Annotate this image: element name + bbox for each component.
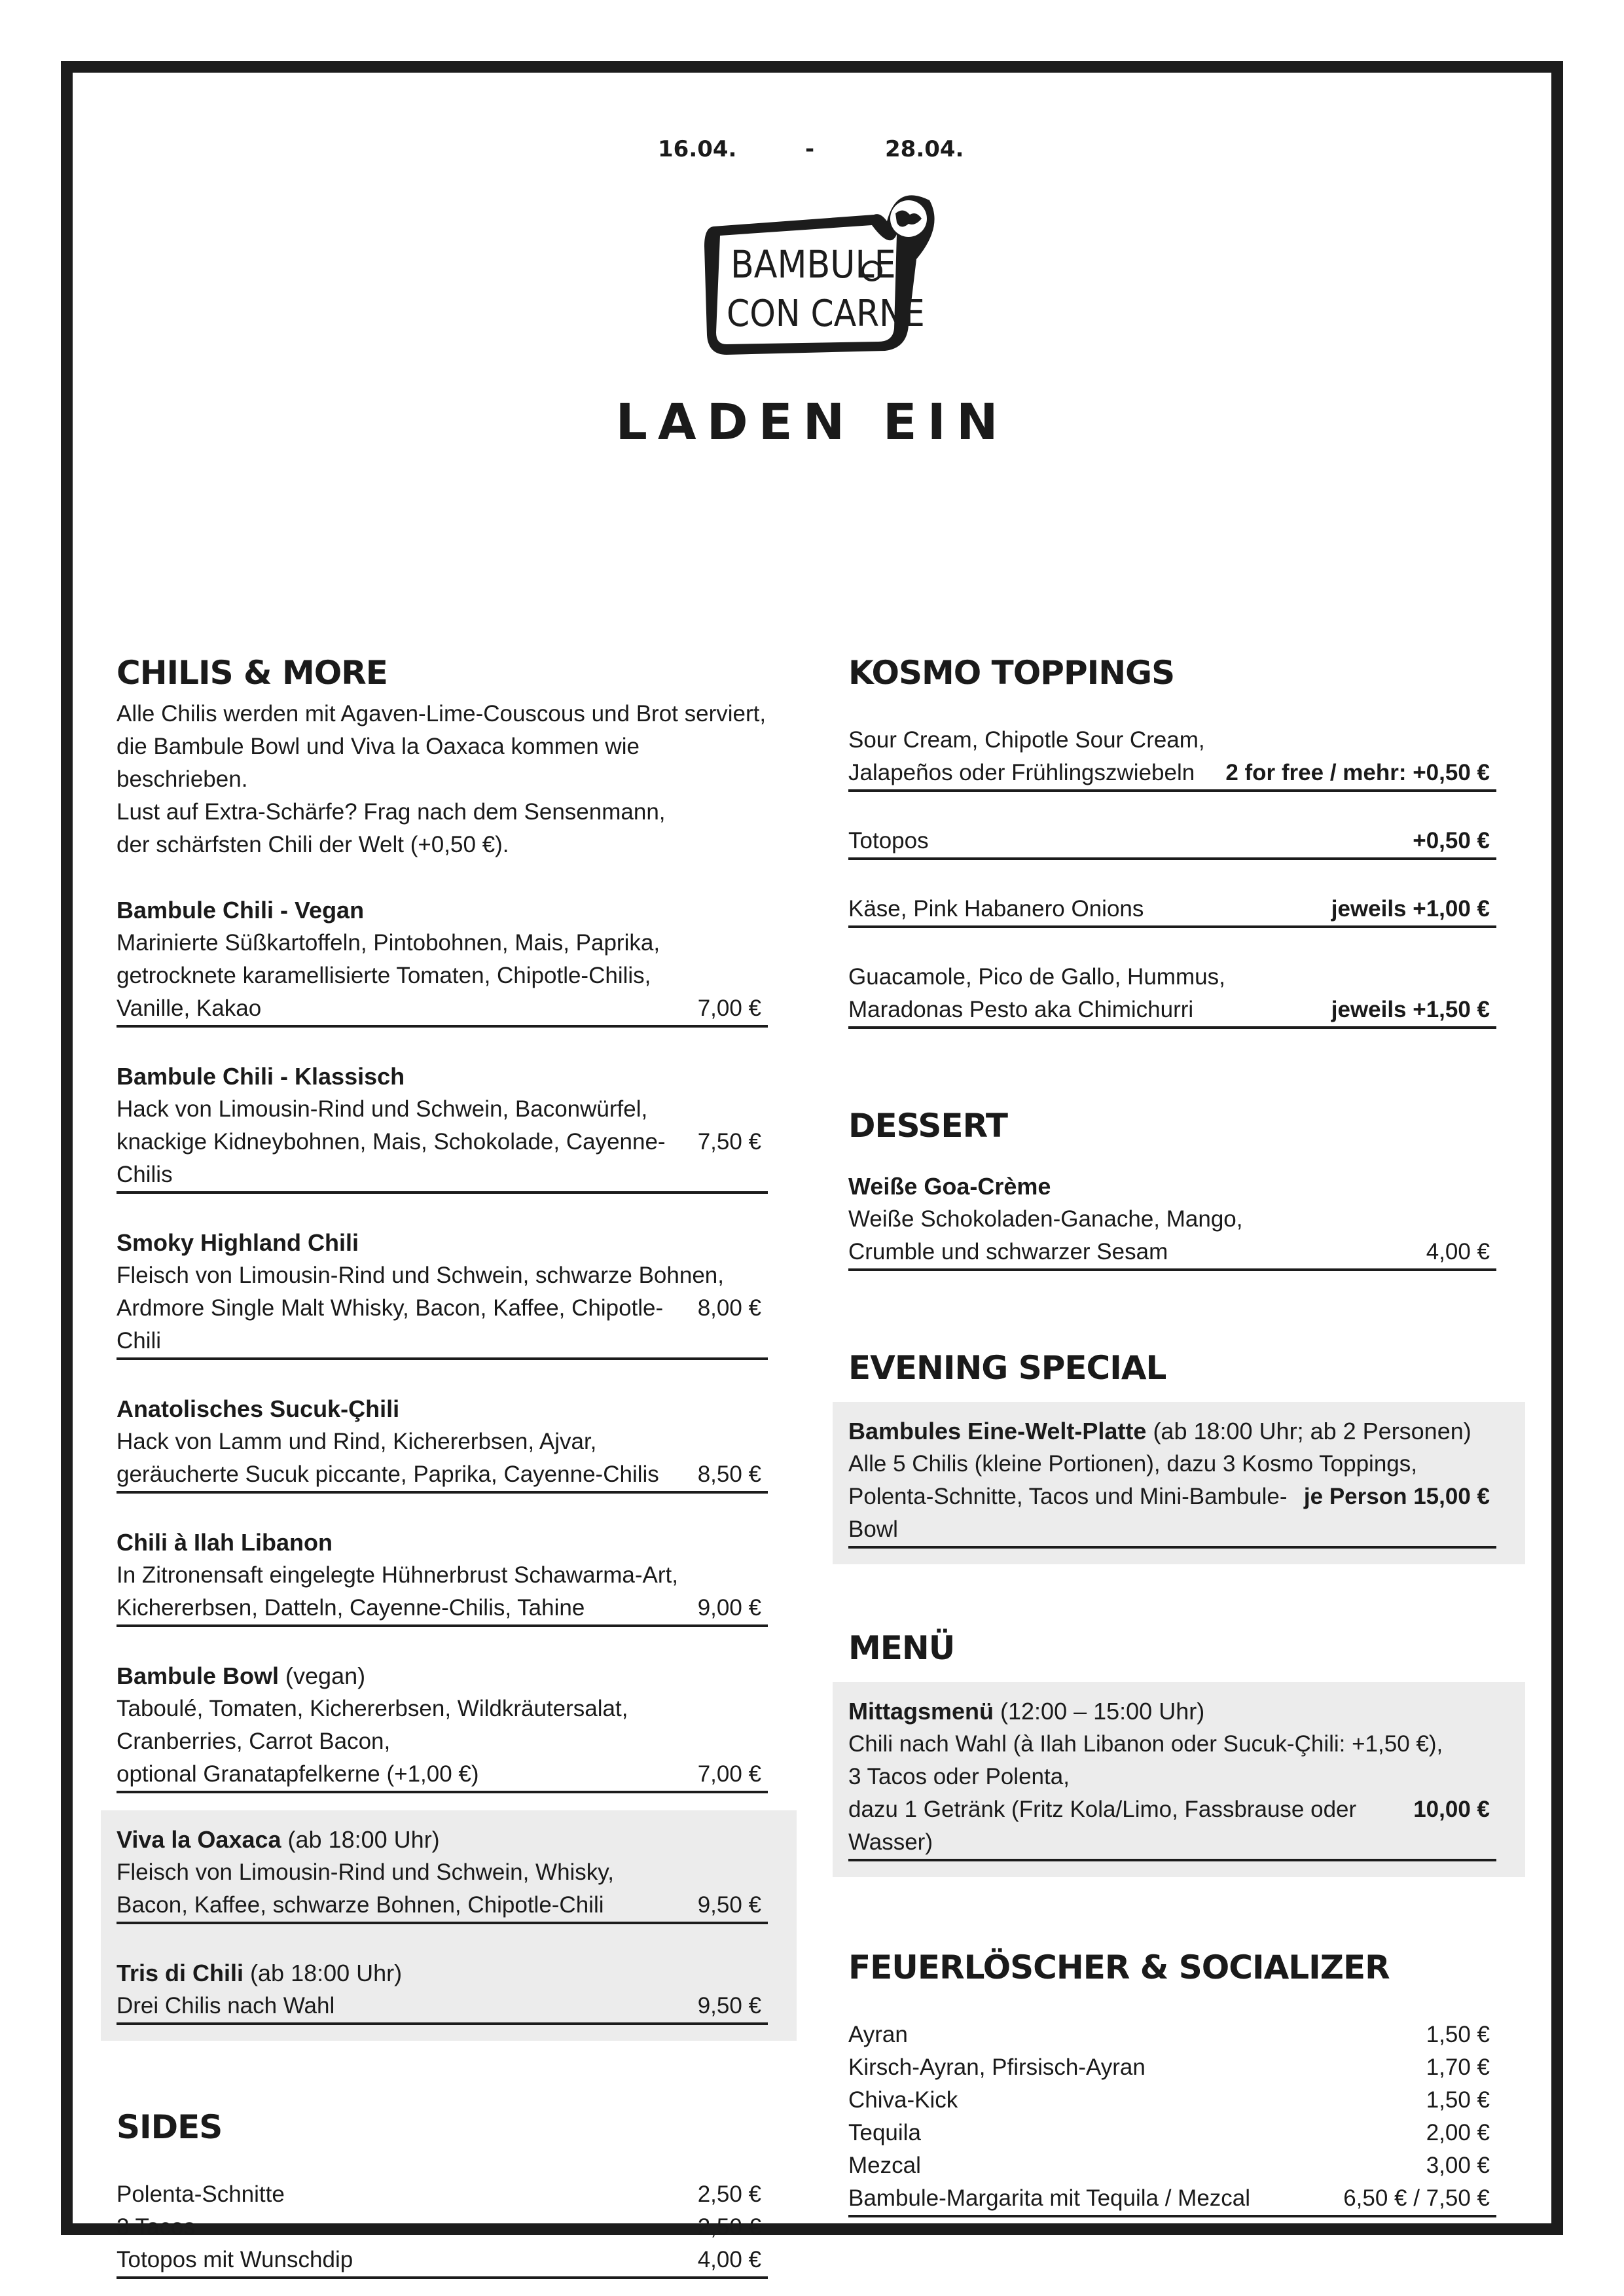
topping-item [848, 724, 1496, 792]
item-desc: Kichererbsen, Datteln, Cayenne-Chilis, Tahine [117, 1595, 585, 1621]
evening-special-box [833, 1402, 1525, 1564]
list-item [848, 2117, 1496, 2149]
item-name: Weiße Goa-Crème [848, 1173, 1051, 1200]
item-name: Bambules Eine-Welt-Platte [848, 1418, 1147, 1444]
drink-price: 1,70 € [1426, 2054, 1490, 2080]
side-price: 4,00 € [697, 2247, 761, 2272]
topping-desc: Jalapeños oder Frühlingszwiebeln [848, 760, 1195, 785]
item-note: (vegan) [279, 1662, 366, 1689]
intro-line: die Bambule Bowl und Viva la Oaxaca kommen wie beschrieben. [117, 734, 640, 792]
drink-name: Ayran [848, 2022, 908, 2047]
topping-price: +0,50 € [1413, 828, 1490, 853]
side-name: 3 Tacos [117, 2214, 195, 2240]
item-name: Bambule Bowl [117, 1662, 280, 1689]
drink-price: 1,50 € [1426, 2087, 1490, 2113]
evening-special-title: EVENING SPECIAL [848, 1349, 1166, 1387]
item-name: Bambule Chili - Vegan [117, 897, 365, 924]
drink-name: Kirsch-Ayran, Pfirsisch-Ayran [848, 2054, 1146, 2080]
page-headline: LADEN EIN [615, 393, 1009, 451]
item-name: Mittagsmenü [848, 1698, 994, 1725]
item-desc: Ardmore Single Malt Whisky, Bacon, Kaffee, Chipotle-Chili [117, 1295, 664, 1354]
side-name: Totopos mit Wunschdip [117, 2247, 353, 2272]
item-desc: Vanille, Kakao [117, 996, 262, 1021]
item-desc: optional Granatapfelkerne (+1,00 €) [117, 1761, 479, 1787]
list-item [848, 2182, 1496, 2215]
sides-title: SIDES [117, 2108, 223, 2146]
list-item [117, 2178, 768, 2211]
drink-price: 3,00 € [1426, 2153, 1490, 2178]
date-range [0, 136, 1624, 169]
list-item [848, 2018, 1496, 2051]
drink-name: Tequila [848, 2120, 921, 2145]
item-name: Bambule Chili - Klassisch [117, 1063, 405, 1090]
item-price: 8,00 € [697, 1295, 761, 1321]
side-name: Polenta-Schnitte [117, 2181, 285, 2207]
item-desc: 3 Tacos oder Polenta, [848, 1764, 1070, 1789]
drink-price: 6,50 € / 7,50 € [1343, 2185, 1490, 2211]
item-name: Viva la Oaxaca [117, 1826, 281, 1853]
topping-price: 2 for free / mehr: +0,50 € [1225, 760, 1490, 785]
toppings-title: KOSMO TOPPINGS [848, 654, 1175, 692]
item-price: 9,50 € [697, 1892, 761, 1918]
item-desc: Hack von Lamm und Rind, Kichererbsen, Ajvar, [117, 1429, 597, 1454]
special-item [848, 1415, 1496, 1549]
topping-item [848, 893, 1496, 928]
lunch-menu-box [833, 1682, 1525, 1877]
item-desc: geräucherte Sucuk piccante, Paprika, Cayenne-Chilis [117, 1462, 659, 1487]
item-name: Anatolisches Sucuk-Çhili [117, 1395, 400, 1422]
item-name: Smoky Highland Chili [117, 1229, 359, 1256]
item-desc: In Zitronensaft eingelegte Hühnerbrust Schawarma-Art, [117, 1562, 678, 1588]
menu-item [117, 1393, 768, 1494]
drink-name: Bambule-Margarita mit Tequila / Mezcal [848, 2185, 1251, 2211]
menu-item [117, 894, 768, 1028]
drink-price: 1,50 € [1426, 2022, 1490, 2047]
item-desc: Hack von Limousin-Rind und Schwein, Baconwürfel, [117, 1096, 648, 1122]
side-price: 2,50 € [697, 2181, 761, 2207]
menu-item [117, 1823, 768, 1924]
intro-line: der schärfsten Chili der Welt (+0,50 €). [117, 832, 509, 857]
item-desc: Cranberries, Carrot Bacon, [117, 1729, 391, 1754]
date-from: 16.04. [658, 136, 737, 162]
list-item [848, 2084, 1496, 2117]
item-note: (12:00 – 15:00 Uhr) [994, 1698, 1205, 1725]
chilis-title: CHILIS & MORE [117, 654, 388, 692]
item-name: Chili à Ilah Libanon [117, 1529, 333, 1556]
bambule-logo [700, 187, 936, 359]
menu-item [117, 1957, 768, 2025]
item-price: 10,00 € [1413, 1797, 1490, 1822]
menu-title: MENÜ [848, 1629, 955, 1667]
list-item [848, 2051, 1496, 2084]
item-price: 7,00 € [697, 1761, 761, 1787]
logo-text-line2: CON CARNE [727, 293, 925, 335]
intro-line: Alle Chilis werden mit Agaven-Lime-Couscous und Brot serviert, [117, 701, 767, 726]
topping-item [848, 961, 1496, 1029]
topping-desc: Totopos [848, 828, 929, 853]
item-desc: Fleisch von Limousin-Rind und Schwein, Whisky, [117, 1859, 614, 1885]
topping-price: jeweils +1,50 € [1331, 997, 1490, 1022]
topping-price: jeweils +1,00 € [1331, 896, 1490, 922]
item-name: Tris di Chili [117, 1960, 244, 1986]
topping-desc: Sour Cream, Chipotle Sour Cream, [848, 727, 1205, 753]
date-to: 28.04. [885, 136, 964, 162]
drink-price: 2,00 € [1426, 2120, 1490, 2145]
drinks-list [848, 2018, 1496, 2217]
lunch-menu-item [848, 1695, 1496, 1861]
item-desc: Bacon, Kaffee, schwarze Bohnen, Chipotle-Chili [117, 1892, 604, 1918]
right-column [848, 648, 1496, 2217]
menu-item [117, 1060, 768, 1194]
item-price: 7,50 € [697, 1129, 761, 1155]
drink-name: Chiva-Kick [848, 2087, 958, 2113]
item-desc: dazu 1 Getränk (Fritz Kola/Limo, Fassbrause oder Wasser) [848, 1797, 1357, 1855]
item-desc: Marinierte Süßkartoffeln, Pintobohnen, Mais, Paprika, [117, 930, 660, 956]
drink-name: Mezcal [848, 2153, 921, 2178]
item-price: 8,50 € [697, 1462, 761, 1487]
date-separator: - [805, 136, 815, 162]
menu-item [117, 1660, 768, 1793]
item-desc: Alle 5 Chilis (kleine Portionen), dazu 3 Kosmo Toppings, [848, 1451, 1417, 1477]
item-desc: Chili nach Wahl (à Ilah Libanon oder Sucuk-Çhili: +1,50 €), [848, 1731, 1443, 1757]
item-desc: Crumble und schwarzer Sesam [848, 1239, 1168, 1265]
chilis-intro [117, 698, 768, 861]
item-note: (ab 18:00 Uhr) [281, 1826, 440, 1853]
drinks-title: FEUERLÖSCHER & SOCIALIZER [848, 1948, 1390, 1986]
item-price: 4,00 € [1426, 1239, 1490, 1265]
list-item [117, 2211, 768, 2244]
dessert-title: DESSERT [848, 1107, 1007, 1145]
item-price: je Person 15,00 € [1303, 1484, 1490, 1509]
topping-desc: Käse, Pink Habanero Onions [848, 896, 1144, 922]
left-column [117, 648, 768, 2279]
item-note: (ab 18:00 Uhr) [244, 1960, 403, 1986]
intro-line: Lust auf Extra-Schärfe? Frag nach dem Sensenmann, [117, 799, 666, 825]
side-price: 2,50 € [697, 2214, 761, 2240]
list-item [848, 2149, 1496, 2182]
item-desc: Polenta-Schnitte, Tacos und Mini-Bambule-Bowl [848, 1484, 1288, 1542]
sides-list [117, 2178, 768, 2279]
dessert-item [848, 1170, 1496, 1271]
logo-text-line1: BAMBULE [731, 242, 896, 287]
item-desc: Taboulé, Tomaten, Kichererbsen, Wildkräutersalat, [117, 1696, 628, 1721]
item-price: 7,00 € [697, 996, 761, 1021]
item-price: 9,50 € [697, 1993, 761, 2018]
item-desc: Weiße Schokoladen-Ganache, Mango, [848, 1206, 1243, 1232]
list-item [117, 2244, 768, 2276]
topping-item [848, 825, 1496, 860]
item-desc: getrocknete karamellisierte Tomaten, Chipotle-Chilis, [117, 963, 651, 988]
item-desc: Drei Chilis nach Wahl [117, 1993, 335, 2018]
item-desc: Fleisch von Limousin-Rind und Schwein, schwarze Bohnen, [117, 1263, 724, 1288]
menu-item [117, 1526, 768, 1627]
menu-item [117, 1227, 768, 1360]
topping-desc: Maradonas Pesto aka Chimichurri [848, 997, 1194, 1022]
item-note: (ab 18:00 Uhr; ab 2 Personen) [1146, 1418, 1471, 1444]
topping-desc: Guacamole, Pico de Gallo, Hummus, [848, 964, 1225, 990]
item-desc: knackige Kidneybohnen, Mais, Schokolade, Cayenne-Chilis [117, 1129, 666, 1187]
item-price: 9,00 € [697, 1595, 761, 1621]
evening-chilis-box [101, 1810, 797, 2041]
